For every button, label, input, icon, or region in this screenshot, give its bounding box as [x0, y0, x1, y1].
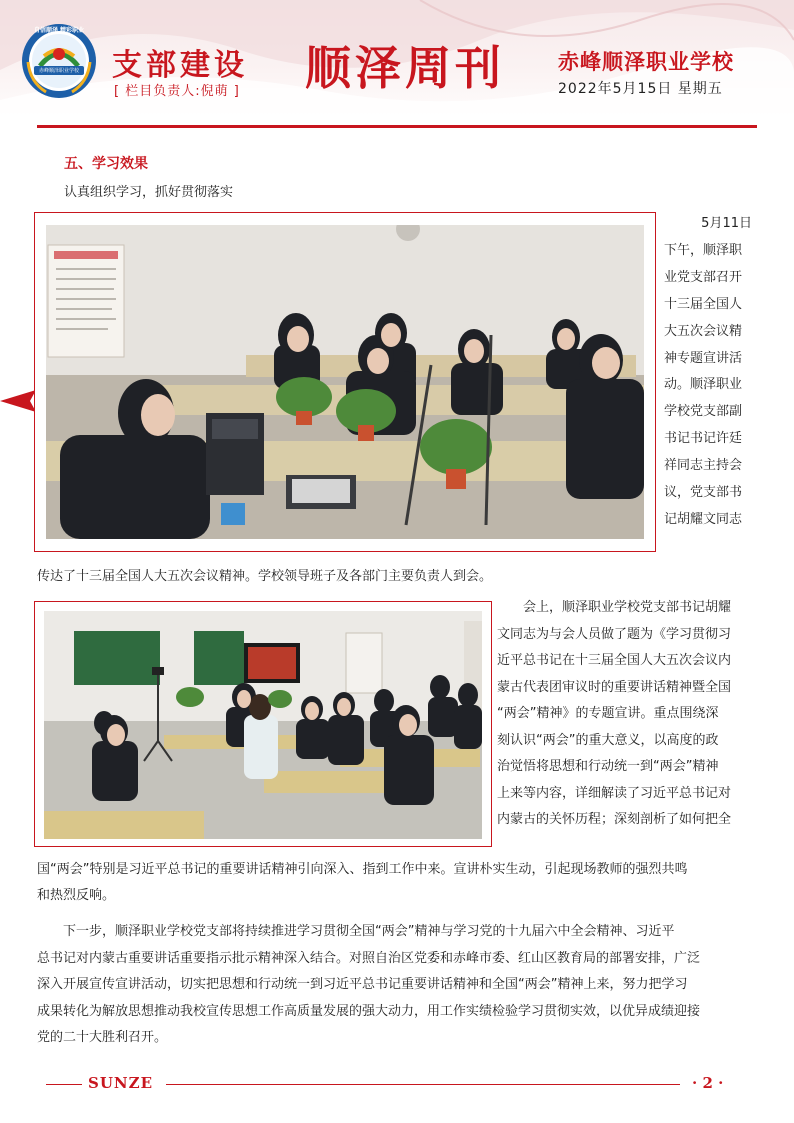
logo-ring-text: 自信顺泽 精彩职业 — [33, 27, 85, 34]
text-line: 成果转化为解放思想推动我校宣传思想工作高质量发展的强大动力，用工作实绩检验学习贯彻实效，以优异成绩迎接 — [37, 1003, 701, 1019]
footer-rule-left — [46, 1084, 82, 1085]
text-line: 上来等内容，详细解读了习近平总书记对 — [497, 785, 732, 801]
text-line: 近平总书记在十三届全国人大五次会议内 — [497, 653, 732, 668]
text-line: 治觉悟将思想和行动统一到“两会”精神 — [497, 759, 719, 774]
article-heading: 五、学习效果 — [64, 156, 148, 172]
text-line: 大五次会议精 — [664, 323, 743, 339]
page-header — [0, 0, 794, 130]
school-name: 赤峰顺泽职业学校 — [558, 50, 734, 74]
logo-banner-text: 赤峰顺泽职业学校 — [38, 68, 79, 74]
text-line: 蒙古代表团审议时的重要讲话精神暨全国 — [497, 679, 732, 695]
text-line: 会上，顺泽职业学校党支部书记胡耀 — [523, 600, 732, 615]
section-title: 支部建设 — [112, 48, 248, 83]
issue-date: 2022年5月15日 星期五 — [558, 81, 723, 97]
text-line: 深入开展宣传宣讲活动，切实把思想和行动统一到习近平总书记重要讲话精神和全国“两会”精神上来，努力把学习 — [37, 977, 688, 992]
text-line: 动。顺泽职业 — [664, 377, 743, 393]
text-line: 总书记对内蒙古重要讲话重要指示批示精神深入结合。对照自治区党委和赤峰市委、红山区教育局的部署安排，广泛 — [37, 950, 701, 966]
article-paragraph-2-tail — [37, 857, 761, 909]
footer-brand: SUNZE — [88, 1074, 154, 1092]
article-paragraph-3 — [37, 919, 761, 1052]
meeting-photo-2 — [44, 611, 482, 839]
article-side-column — [664, 211, 758, 534]
text-line: 党的二十大胜利召开。 — [37, 1030, 168, 1045]
page-number: · 2 · — [692, 1074, 724, 1092]
footer-rule-right — [166, 1084, 680, 1085]
header-rule — [37, 125, 757, 128]
text-line: 下一步，顺泽职业学校党支部将持续推进学习贯彻全国“两会”精神与学习党的十九届六中全会精神、习近平 — [63, 924, 675, 939]
text-line: 业党支部召开 — [664, 269, 743, 285]
text-line: 祥同志主持会 — [664, 458, 743, 474]
article-right-column — [497, 595, 761, 834]
article-subheading: 认真组织学习，抓好贯彻落实 — [64, 185, 234, 200]
text-line: 书记书记许廷 — [664, 431, 743, 447]
text-line: 神专题宣讲活 — [664, 350, 743, 366]
text-line: 记胡耀文同志 — [664, 511, 743, 527]
text-line: 刻认识“两会”的重大意义，以高度的政 — [497, 732, 719, 748]
publication-title: 顺泽周刊 — [305, 41, 505, 95]
section-editor: [ 栏目负责人:倪萌 ] — [114, 84, 240, 99]
text-line: 和热烈反响。 — [37, 888, 116, 903]
text-line: 下午，顺泽职 — [664, 242, 743, 258]
text-line: 文同志为与会人员做了题为《学习贯彻习 — [497, 626, 732, 642]
text-line: “两会”精神》的专题宣讲。重点围绕深 — [497, 706, 719, 721]
text-line: 学校党支部副 — [664, 404, 743, 420]
text-line: 十三届全国人 — [664, 296, 743, 312]
article-line-after-photo-1: 传达了十三届全国人大五次会议精神。学校领导班子及各部门主要负责人到会。 — [37, 569, 493, 584]
text-line: 议，党支部书 — [664, 485, 743, 501]
meeting-photo-1 — [46, 225, 644, 539]
red-arrow-icon — [0, 388, 36, 414]
text-line: 国“两会”特别是习近平总书记的重要讲话精神引向深入、指到工作中来。宣讲朴实生动，引起现场教师的强烈共鸣 — [37, 862, 688, 877]
text-line: 内蒙古的关怀历程；深刻剖析了如何把全 — [497, 812, 732, 827]
text-line: 5月11日 — [701, 216, 752, 231]
